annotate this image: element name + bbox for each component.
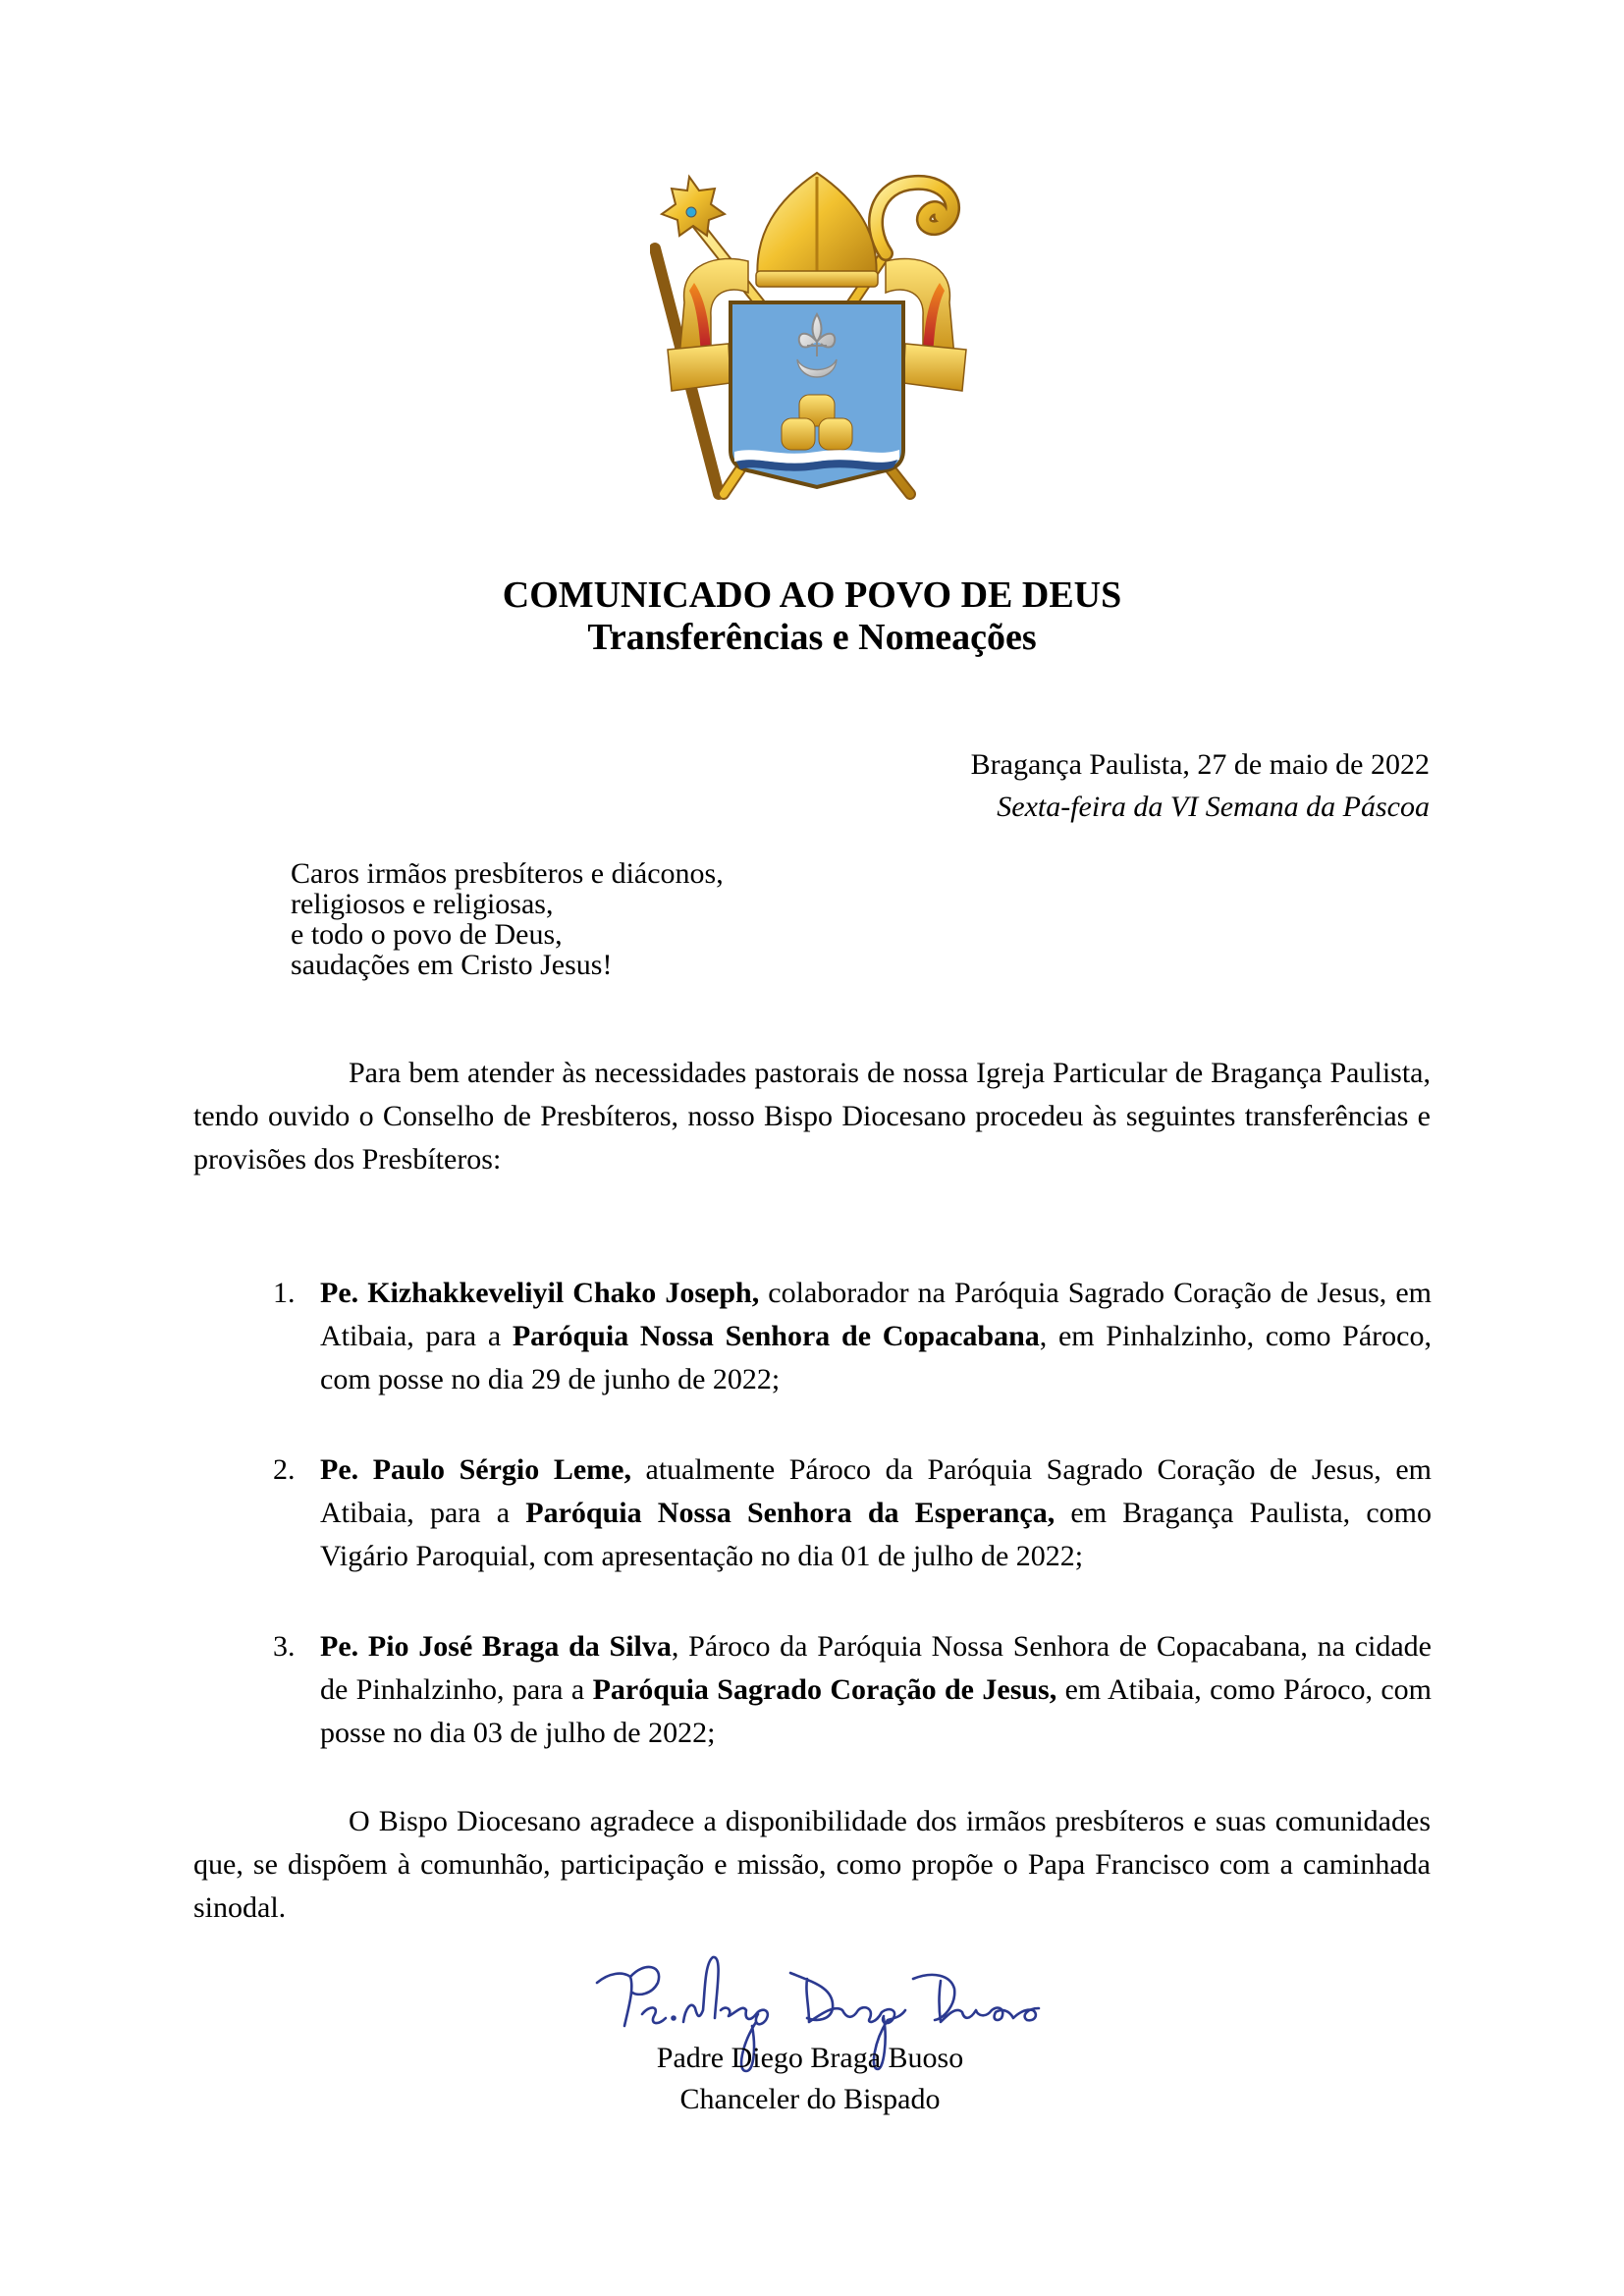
item-detail: em Atibaia, como Pároco, com posse no dia 03 de julho de 2022; <box>320 1673 1432 1749</box>
list-item <box>273 1449 1432 1578</box>
signatory-role: Chanceler do Bispado <box>679 2083 941 2115</box>
greeting-line: religiosos e religiosas, <box>291 888 554 920</box>
item-text <box>320 1272 1432 1401</box>
page-title: COMUNICADO AO POVO DE DEUS <box>502 574 1122 616</box>
parish-name: Paróquia Nossa Senhora de Copacabana <box>512 1320 1040 1352</box>
item-number: 1. <box>273 1277 296 1309</box>
signatory-name: Padre Diego Braga Buoso <box>656 2042 964 2074</box>
priest-name: Pe. Kizhakkeveliyil Chako Joseph, <box>320 1277 760 1309</box>
list-item <box>273 1625 1432 1755</box>
mitre-icon <box>756 173 878 287</box>
parish-name: Paróquia Nossa Senhora da Esperança, <box>525 1497 1056 1529</box>
item-text <box>320 1625 1432 1755</box>
place-date: Bragança Paulista, 27 de maio de 2022 <box>970 748 1430 781</box>
liturgical-day: Sexta-feira da VI Semana da Páscoa <box>997 791 1430 823</box>
item-text <box>320 1449 1432 1578</box>
priest-name: Pe. Paulo Sérgio Leme, <box>320 1453 631 1486</box>
greeting-line: saudações em Cristo Jesus! <box>291 949 613 981</box>
item-detail: atualmente Pároco da Paróquia Sagrado Coração de Jesus, em Atibaia, para a <box>320 1453 1432 1529</box>
item-detail: , Pároco da Paróquia Nossa Senhora de Copacabana, na cidade de Pinhalzinho, para a <box>320 1630 1432 1706</box>
greeting <box>291 858 724 980</box>
page-subtitle: Transferências e Nomeações <box>587 617 1037 658</box>
greeting-line: Caros irmãos presbíteros e diáconos, <box>291 857 724 890</box>
closing-paragraph: O Bispo Diocesano agradece a disponibilidade dos irmãos presbíteros e suas comunidades que, se dispõem à comunhão, participação e missão, como propõe o Papa Francisco com a caminhada sinodal. <box>193 1805 1431 1924</box>
parish-name: Paróquia Sagrado Coração de Jesus, <box>592 1673 1057 1706</box>
greeting-line: e todo o povo de Deus, <box>291 918 563 951</box>
item-detail: colaborador na Paróquia Sagrado Coração de Jesus, em Atibaia, para a <box>320 1277 1432 1352</box>
shield-icon <box>731 302 903 487</box>
item-number: 2. <box>273 1453 296 1486</box>
item-detail: , em Pinhalzinho, como Pároco, com posse no dia 29 de junho de 2022; <box>320 1320 1432 1395</box>
diocese-crest-logo <box>650 155 984 505</box>
intro-paragraph: Para bem atender às necessidades pastorais de nossa Igreja Particular de Bragança Paulista, tendo ouvido o Conselho de Presbíteros, nosso Bispo Diocesano procedeu às seguintes transferências e provisões dos Presbíteros: <box>193 1057 1431 1175</box>
item-detail: em Bragança Paulista, como Vigário Paroquial, com apresentação no dia 01 de julho de 2022; <box>320 1497 1433 1572</box>
priest-name: Pe. Pio José Braga da Silva <box>320 1630 672 1663</box>
item-number: 3. <box>273 1630 296 1663</box>
list-item <box>273 1272 1432 1401</box>
